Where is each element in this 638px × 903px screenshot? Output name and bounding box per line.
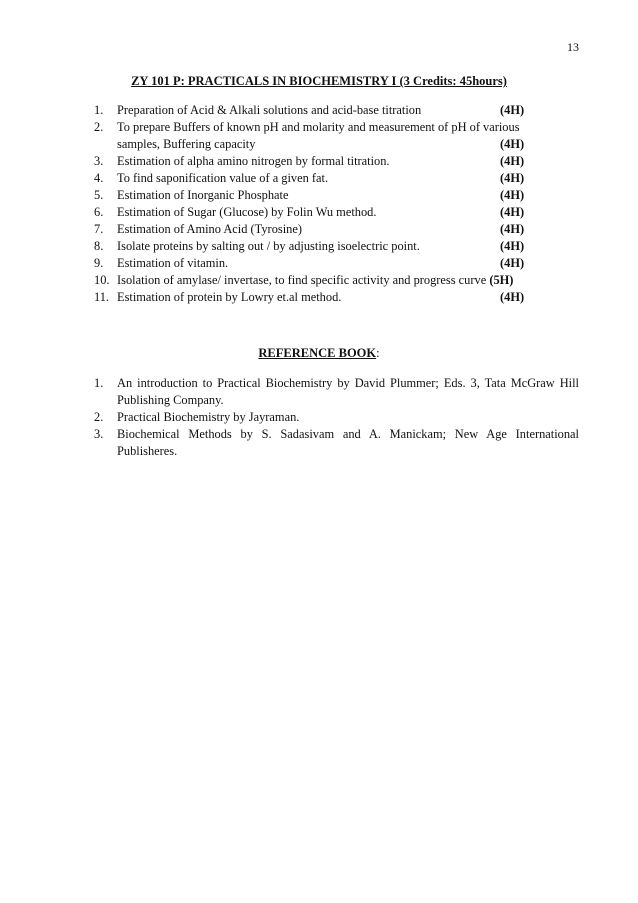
item-text: Estimation of Sugar (Glucose) by Folin Wu method.	[117, 205, 377, 219]
reference-number: 1.	[94, 376, 104, 390]
reference-item	[94, 409, 579, 426]
item-hours: (4H)	[500, 154, 525, 168]
item-text: Estimation of Amino Acid (Tyrosine)	[117, 222, 302, 236]
list-item	[94, 170, 542, 187]
reference-number: 2.	[94, 410, 104, 424]
reference-text: An introduction to Practical Biochemistry by David Plummer; Eds. 3, Tata McGraw Hill Publishing Company.	[117, 376, 579, 407]
reference-heading-colon: :	[376, 346, 380, 360]
reference-text: Practical Biochemistry by Jayraman.	[117, 410, 300, 424]
item-hours: (4H)	[500, 256, 525, 270]
item-number: 3.	[94, 154, 104, 168]
item-text-body: Isolation of amylase/ invertase, to find specific activity and progress curve	[117, 273, 487, 287]
item-text: Estimation of alpha amino nitrogen by formal titration.	[117, 154, 390, 168]
item-number: 8.	[94, 239, 104, 253]
list-item	[94, 187, 542, 204]
reference-number: 3.	[94, 427, 104, 441]
item-number: 11.	[94, 290, 110, 304]
item-text: Isolate proteins by salting out / by adjusting isoelectric point.	[117, 239, 420, 253]
list-item	[94, 221, 542, 238]
item-hours: (4H)	[500, 103, 525, 117]
practicals-list	[94, 102, 542, 306]
item-hours: (4H)	[500, 222, 525, 236]
list-item	[94, 289, 542, 306]
reference-item	[94, 375, 579, 409]
item-hours: (4H)	[500, 171, 525, 185]
list-item	[94, 272, 542, 289]
item-text: Preparation of Acid & Alkali solutions and acid-base titration	[117, 103, 422, 117]
reference-text: Biochemical Methods by S. Sadasivam and A. Manickam; New Age International Publisheres.	[117, 427, 579, 458]
item-text: Estimation of Inorganic Phosphate	[117, 188, 289, 202]
item-number: 9.	[94, 256, 104, 270]
reference-item	[94, 426, 579, 460]
item-number: 5.	[94, 188, 104, 202]
item-text: To prepare Buffers of known pH and molarity and measurement of pH of various	[117, 120, 520, 134]
reference-heading	[0, 346, 638, 361]
item-hours: (4H)	[500, 137, 525, 151]
item-hours: (5H)	[489, 273, 514, 287]
item-text: Estimation of vitamin.	[117, 256, 229, 270]
list-item	[94, 153, 542, 170]
list-item	[94, 238, 542, 255]
item-number: 7.	[94, 222, 104, 236]
item-number: 10.	[94, 273, 110, 287]
item-hours: (4H)	[500, 290, 525, 304]
item-hours: (4H)	[500, 239, 525, 253]
item-number: 4.	[94, 171, 104, 185]
item-text: To find saponification value of a given fat.	[117, 171, 329, 185]
item-text-continued: samples, Buffering capacity	[117, 137, 256, 151]
item-text: Estimation of protein by Lowry et.al method.	[117, 290, 342, 304]
item-number: 2.	[94, 120, 104, 134]
list-item-continuation	[94, 136, 542, 153]
list-item	[94, 204, 542, 221]
item-hours: (4H)	[500, 205, 525, 219]
item-text	[94, 272, 542, 289]
item-number: 1.	[94, 103, 104, 117]
list-item	[94, 255, 542, 272]
reference-heading-title: REFERENCE BOOK	[258, 346, 377, 360]
reference-list	[94, 375, 579, 460]
item-number: 6.	[94, 205, 104, 219]
list-item	[94, 119, 542, 136]
page-number: 13	[567, 40, 579, 54]
list-item	[94, 102, 542, 119]
item-hours: (4H)	[500, 188, 525, 202]
course-title: ZY 101 P: PRACTICALS IN BIOCHEMISTRY I (3 Credits: 45hours)	[131, 74, 507, 88]
